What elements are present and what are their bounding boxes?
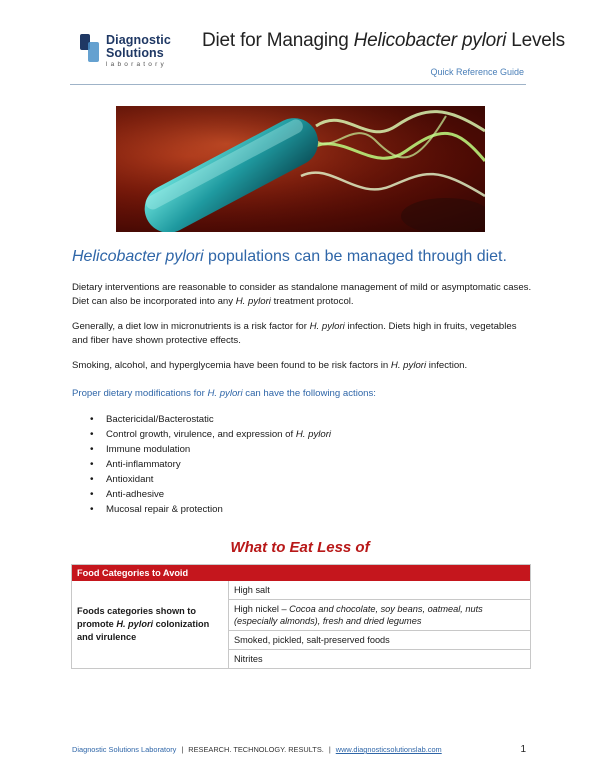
list-item: • Immune modulation [90,442,331,457]
section-title: What to Eat Less of [230,539,370,556]
document-title [202,30,565,52]
headline-rest: populations can be managed through diet. [203,248,507,265]
document-subtitle: Quick Reference Guide [430,67,524,77]
table-items [229,581,530,668]
paragraph-risk-factors: Smoking, alcohol, and hyperglycemia have been found to be risk factors in H. pylori infection. [72,360,468,371]
list-item: • Bactericidal/Bacterostatic [90,412,331,427]
food-avoid-table [71,564,531,669]
paragraph-intervention: Dietary interventions are reasonable to consider as standalone management of mild or asymptomatic cases. Diet can also be incorporated into any H. pylori treatment protocol. [72,282,532,307]
list-item: • Control growth, virulence, and expression of H. pylori [90,427,331,442]
footer-tagline: RESEARCH. TECHNOLOGY. RESULTS. [188,745,324,754]
table-category-cell: Foods categories shown to promote H. pylori colonization and virulence [72,581,229,668]
company-logo [80,34,171,69]
list-item: • Anti-inflammatory [90,457,331,472]
actions-list [90,412,331,517]
hero-image [116,106,485,232]
logo-mark-icon [80,34,100,64]
page-number: 1 [520,744,526,755]
headline-italic: Helicobacter pylori [72,248,204,265]
logo-line-3: laboratory [106,61,167,68]
bacterium-icon [116,106,485,232]
main-headline [72,248,507,266]
title-italic: Helicobacter pylori [353,30,507,51]
paragraph-actions-intro: Proper dietary modifications for H. pylori can have the following actions: [72,388,376,399]
table-header: Food Categories to Avoid [72,565,530,581]
table-row: Nitrites [234,654,263,664]
logo-line-2: Solutions [106,45,164,60]
page-footer: Diagnostic Solutions Laboratory | RESEARCH. TECHNOLOGY. RESULTS. | www.diagnosticsolutionslab.com [72,745,442,754]
list-item: • Antioxidant [90,472,331,487]
table-row: High nickel – Cocoa and chocolate, soy beans, oatmeal, nuts (especially almonds), fresh and dried legumes [229,600,530,631]
list-item: • Anti-adhesive [90,487,331,502]
title-prefix: Diet for Managing [202,30,354,51]
footer-lab-name: Diagnostic Solutions Laboratory [72,745,177,754]
footer-website-link[interactable]: www.diagnosticsolutionslab.com [335,745,442,754]
table-row: Smoked, pickled, salt-preserved foods [229,631,530,650]
logo-line-1: Diagnostic [106,33,171,47]
table-row: High salt [229,581,530,600]
header-divider [70,84,526,85]
title-suffix: Levels [506,30,565,51]
paragraph-micronutrients: Generally, a diet low in micronutrients is a risk factor for H. pylori infection. Diets high in fruits, vegetables and fiber have shown protective effects. [72,321,517,346]
list-item: • Mucosal repair & protection [90,502,331,517]
